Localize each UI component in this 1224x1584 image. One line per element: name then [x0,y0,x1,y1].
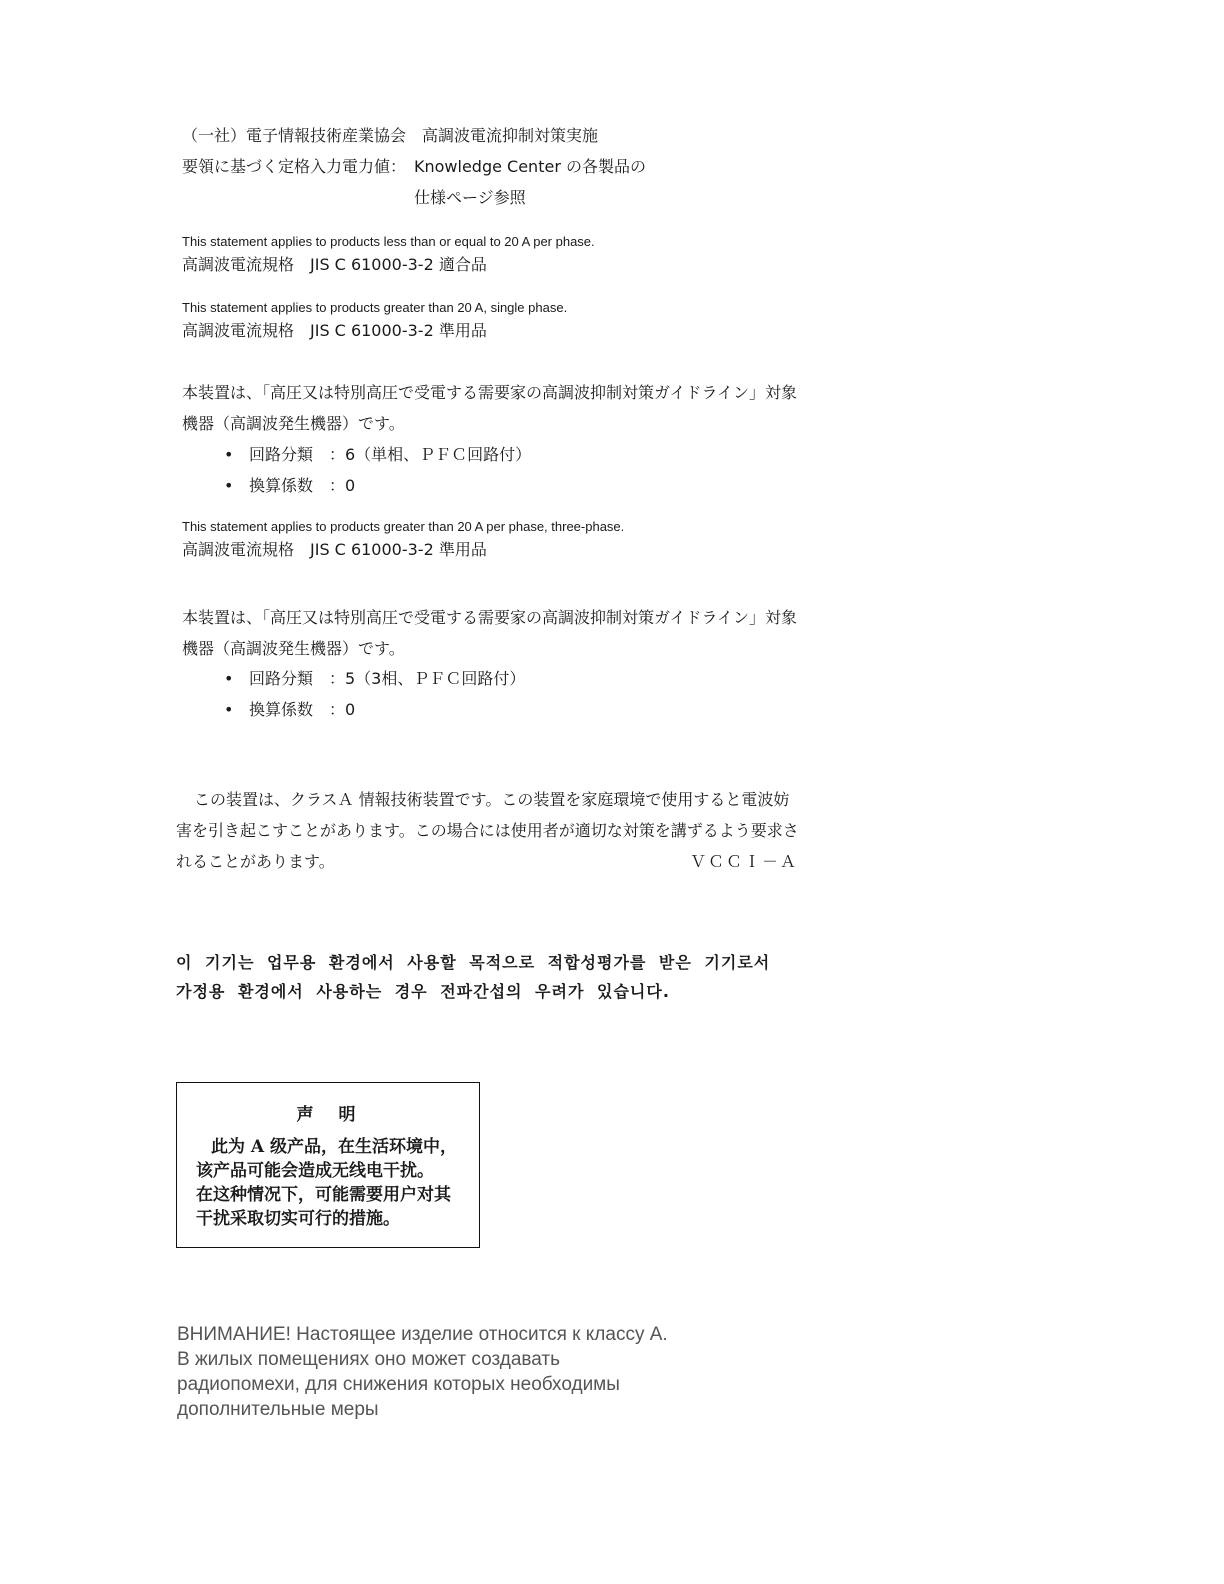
bullet-icon: • [224,669,234,688]
statement-20a-japanese: 高調波電流規格 JIS C 61000-3-2 適合品 [182,255,487,274]
statement-three-bullet-2: 換算係数 ：0 [249,700,356,719]
statement-three-paragraph-2: 機器（高調波発生機器）です。 [182,639,405,658]
statement-single-paragraph-1: 本装置は、「高圧又は特別高圧で受電する需要家の高調波抑制対策ガイドライン」対象 [182,383,798,402]
china-statement-box [176,1082,480,1248]
china-statement-title: 声 明 [296,1105,360,1125]
jeita-line-3: 仕様ページ参照 [414,188,526,207]
statement-three-english: This statement applies to products greater than 20 A per phase, three-phase. [182,519,625,534]
china-statement-line-3: 在这种情况下，可能需要用户对其 [196,1185,451,1205]
korea-line-1: 이 기기는 업무용 환경에서 사용할 목적으로 적합성평가를 받은 기기로서 [176,953,771,972]
bullet-icon: • [224,476,234,495]
jeita-line-2-value: Knowledge Center の各製品の [414,157,646,176]
statement-three-japanese: 高調波電流規格 JIS C 61000-3-2 準用品 [182,540,487,559]
statement-single-paragraph-2: 機器（高調波発生機器）です。 [182,414,405,433]
russia-line-1: ВНИМАНИЕ! Настоящее изделие относится к классу А. [177,1324,668,1345]
jeita-line-1: （一社）電子情報技術産業協会 高調波電流抑制対策実施 [182,126,599,145]
china-statement-line-1: 此为 A 级产品，在生活环境中， [211,1137,458,1157]
statement-single-bullet-1: 回路分類 ：6（単相、ＰＦＣ回路付） [249,445,532,464]
russia-line-4: дополнительные меры [177,1399,379,1420]
statement-single-japanese: 高調波電流規格 JIS C 61000-3-2 準用品 [182,321,487,340]
korea-line-2: 가정용 환경에서 사용하는 경우 전파간섭의 우려가 있습니다. [176,982,670,1001]
jeita-line-2-label: 要領に基づく定格入力電力値： [182,157,407,176]
china-statement-line-4: 干扰采取切实可行的措施。 [196,1209,400,1229]
russia-line-2: В жилых помещениях оно может создавать [177,1349,561,1370]
china-statement-line-2: 该产品可能会造成无线电干扰。 [196,1161,434,1181]
statement-three-bullet-1: 回路分類 ：5（3相、ＰＦＣ回路付） [249,669,526,688]
vcci-mark: ＶＣＣＩ－Ａ [690,852,799,871]
vcci-line-1: この装置は、クラスＡ 情報技術装置です。この装置を家庭環境で使用すると電波妨 [194,790,790,809]
vcci-line-3: れることがあります。 [176,852,335,871]
bullet-icon: • [224,700,234,719]
statement-three-paragraph-1: 本装置は、「高圧又は特別高圧で受電する需要家の高調波抑制対策ガイドライン」対象 [182,608,798,627]
statement-single-english: This statement applies to products greater than 20 A, single phase. [182,300,568,315]
vcci-line-2: 害を引き起こすことがあります。この場合には使用者が適切な対策を講ずるよう要求さ [176,821,799,840]
statement-20a-english: This statement applies to products less than or equal to 20 A per phase. [182,234,595,249]
statement-single-bullet-2: 換算係数 ：0 [249,476,356,495]
bullet-icon: • [224,445,234,464]
russia-line-3: радиопомехи, для снижения которых необходимы [177,1374,620,1395]
